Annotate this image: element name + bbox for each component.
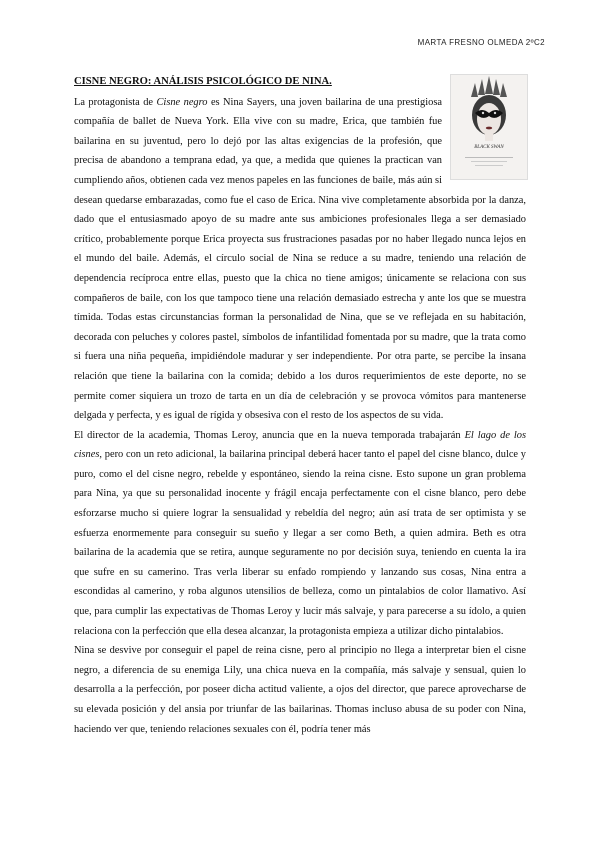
paragraph-1-text-b: es Nina Sayers, una joven bailarina de una prestigiosa compañía de ballet de Nueva York. Ella vive con su madre, Erica, que también fue bailarina en su juventud, pero lo dejó por las altas exigencias de la profesión, que precisa de abandono a temprana edad, ya que, a medida que quienes la practican van cumpliendo años, obtienen cada vez menos papeles en las funciones de baile, más aún si desean quedarse embarazadas, como fue el caso de Erica. Nina vive completamente absorbida por la danza, dado que el entusiasmado apoyo de su madre ante sus ambiciones profesionales llega a ser demasiado crítico, probablemente porque Erica proyecta sus frustraciones pasadas por no haber llegado nunca lejos en el mundo del baile. Además, el círculo social de Nina se reduce a su madre, teniendo una relación de dependencia recíproca entre ellas, puesto que la chica no tiene amigos; únicamente se relaciona con sus compañeros de baile, con los que tampoco tiene una relación demasiado estrecha y ante los que se muestra tímida. Todas estas circunstancias forman la personalidad de Nina, que se ve reflejada en su habitación, decorada con peluches y colores pastel, símbolos de infantilidad fomentada por su madre, que la trata como si fuera una niña pequeña, impidiéndole madurar y ser independiente. Por otra parte, se percibe la insana relación que tiene la bailarina con la comida; debido a los duros requerimientos de este deporte, no se permite comer siquiera un trozo de tarta en un día de celebración y se provoca vómitos para mantenerse delgada y perfecta, y es igual de rígida y obsesiva con el resto de los aspectos de su vida. <box>74 96 526 422</box>
document-title: CISNE NEGRO: ANÁLISIS PSICOLÓGICO DE NINA. <box>74 76 332 87</box>
paragraph-3: Nina se desvive por conseguir el papel de reina cisne, pero al principio no llega a interpretar bien el cisne negro, a diferencia de su enemiga Lily, una chica nueva en la compañía, más salvaje y sensual, quien lo desarrolla a la perfección, por poseer dicha actitud valiente, a ojos del director, que parece aprovecharse de su elevada posición y del ansia por triunfar de las bailarinas. Thomas incluso abusa de su poder con Nina, haciendo ver que, teniendo relaciones sexuales con él, podría tener más <box>74 645 526 735</box>
paragraph-2-ballet-title: El lago de los cisnes <box>74 429 526 461</box>
author-header: MARTA FRESNO OLMEDA 2ºC2 <box>417 38 545 47</box>
poster-artwork <box>451 75 527 179</box>
paragraph-2 <box>74 426 526 642</box>
document-body <box>74 72 526 739</box>
black-swan-poster-image <box>450 74 528 180</box>
paragraph-1-film-title: Cisne negro <box>156 96 208 108</box>
paragraph-2-text-a: El director de la academia, Thomas Leroy, anuncia que en la nueva temporada trabajarán <box>74 429 465 441</box>
poster-title: BLACK SWAN <box>474 145 504 150</box>
paragraph-2-text-b: , pero con un reto adicional, la bailarina principal deberá hacer tanto el papel del cisne blanco, dulce y puro, como el del cisne negro, rebelde y espontáneo, siendo la reina cisne. Esto supone un gran problema para Nina, ya que su personalidad inocente y frágil encaja perfectamente con el cisne blanco, pero debe esforzarse mucho si quiere lograr la sensualidad y rebeldía del negro; aún así trata de ser optimista y se esfuerza enormemente para conseguir su sueño y llegar a ser como Beth, a quien admira. Beth es otra bailarina de la academia que se retira, aunque seguramente no por decisión suya, teniendo en cuenta la ira que sufre en su camerino. Tras verla liberar su enfado rompiendo y lanzando sus cosas, Nina entra a escondidas al camerino, y roba algunos utensilios de belleza, como un pintalabios de color llamativo. Así que, para cumplir las expectativas de Thomas Leroy y lucir más salvaje, y para parecerse a su ídolo, a quien relaciona con la perfección que ella desea alcanzar, la protagonista empieza a utilizar dicho pintalabios. <box>74 449 526 637</box>
paragraph-1-text-a: La protagonista de <box>74 96 157 108</box>
